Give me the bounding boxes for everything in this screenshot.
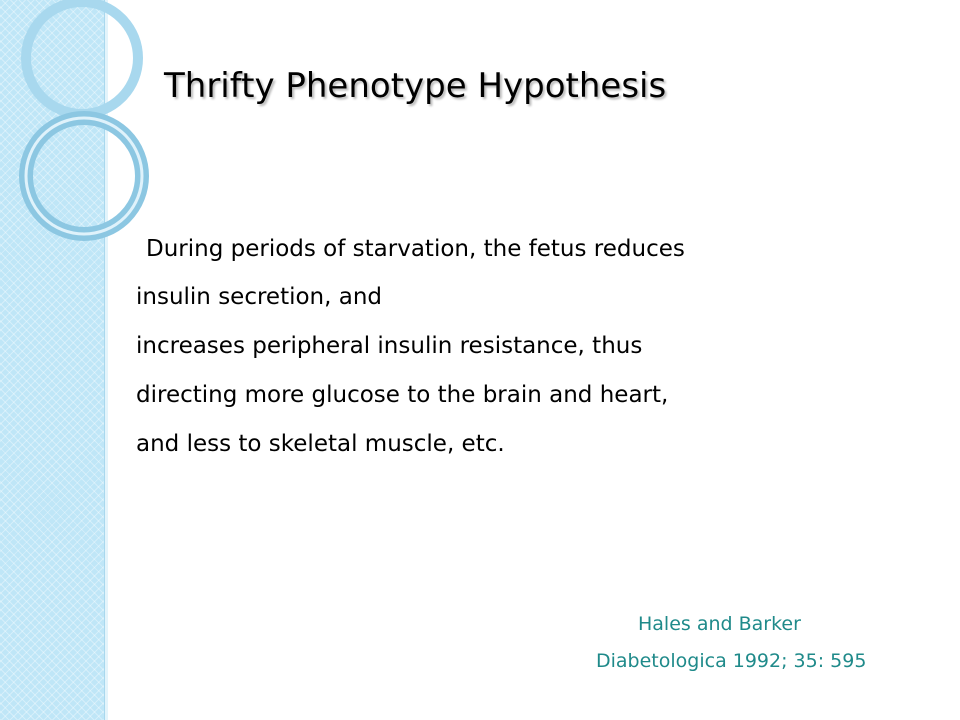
body-line-2: insulin secretion, and (136, 284, 383, 310)
body-line-4: directing more glucose to the brain and heart, (136, 382, 669, 408)
citation-journal: Diabetologica 1992; 35: 595 (596, 650, 867, 672)
body-line-3: increases peripheral insulin resistance, thus (136, 333, 643, 359)
slide-title: Thrifty Phenotype Hypothesis (164, 66, 667, 106)
body-line-1: During periods of starvation, the fetus reduces (146, 236, 685, 262)
body-line-5: and less to skeletal muscle, etc. (136, 431, 505, 457)
citation-authors: Hales and Barker (638, 613, 801, 635)
small-ring-highlight (26, 118, 142, 234)
decorative-rings-icon (0, 0, 160, 300)
large-ring (26, 2, 138, 114)
